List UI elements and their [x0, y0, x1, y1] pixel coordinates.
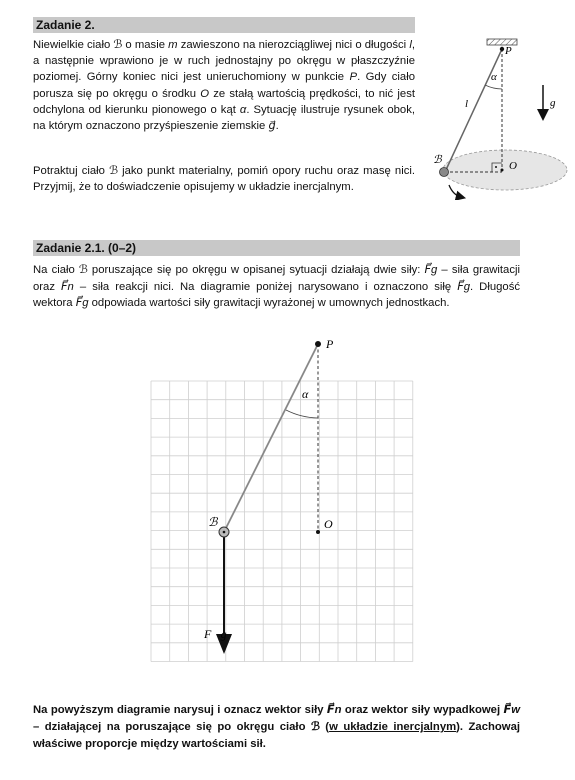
- task-description: Niewielkie ciało ℬ o masie m zawieszono na nierozciągliwej nici o długości l, a następnie wprawiono je w ruch jednostajny po okręgu w płaszczyźnie poziomej. Górny koniec nici jest unieruchomiony w punkcie P. Gdy ciało porusza się po okręgu o środku O ze stałą wartością prędkości, to nić jest odchylona od kierunku pionowego o kąt α. Sytuację ilustruje rysunek obok, na którym oznaczono przyśpieszenie ziemskie g⃗.: [33, 39, 419, 133]
- motion-arrow: [449, 185, 461, 197]
- pendulum-figure: [425, 35, 575, 200]
- subtask-header: [33, 240, 520, 256]
- circular-path: [443, 150, 567, 190]
- label-B: ℬ: [433, 154, 442, 166]
- point-O: [501, 169, 504, 172]
- string: [224, 344, 318, 532]
- label-g: g⃗: [550, 97, 565, 109]
- task-header: [33, 17, 415, 33]
- label-alpha: α: [491, 71, 497, 83]
- task-assumptions: Potraktuj ciało ℬ jako punkt materialny, pomiń opory ruchu oraz masę nici. Przyjmij, że to doświadczenie opisujemy w układzie inercjalnym.: [33, 165, 415, 194]
- label-O: O: [509, 160, 517, 172]
- angle-arc: [286, 410, 318, 418]
- point-P: [500, 47, 504, 51]
- task-title: Zadanie 2.: [36, 18, 95, 32]
- ceiling-mount: [487, 39, 517, 45]
- label-O: O: [324, 517, 333, 531]
- point-P: [315, 341, 321, 347]
- subtask-title: Zadanie 2.1. (0–2): [36, 241, 137, 255]
- force-diagram: [140, 330, 430, 675]
- instruction: Na powyższym diagramie narysuj i oznacz wektor siły F⃗n oraz wektor siły wypadkowej F⃗w – działającej na poruszające się po okręgu ciało ℬ (w układzie inercjalnym). Zachowaj właściwe proporcje między wartościami sił.: [33, 704, 521, 750]
- body-B: [440, 168, 449, 177]
- label-Fg: F⃗g: [204, 627, 227, 641]
- angle-arc: [485, 85, 502, 89]
- label-l: l: [465, 98, 469, 110]
- label-P: P: [326, 337, 334, 351]
- label-alpha: α: [302, 387, 309, 401]
- label-P: P: [505, 45, 512, 57]
- label-B: ℬ: [208, 515, 218, 529]
- point-O: [316, 530, 320, 534]
- grid: [151, 381, 413, 662]
- subtask-description: Na ciało ℬ poruszające się po okręgu w opisanej sytuacji działają dwie siły: F⃗g – siła grawitacji oraz F⃗n – siła reakcji nici. Na diagramie poniżej narysowano i oznaczono siłę F⃗g. Długość wektora F⃗g odpowiada wartości siły grawitacji wyrażonej w umownych jednostkach.: [33, 264, 520, 309]
- inertial-frame-emphasis: w układzie inercjalnym: [329, 721, 457, 733]
